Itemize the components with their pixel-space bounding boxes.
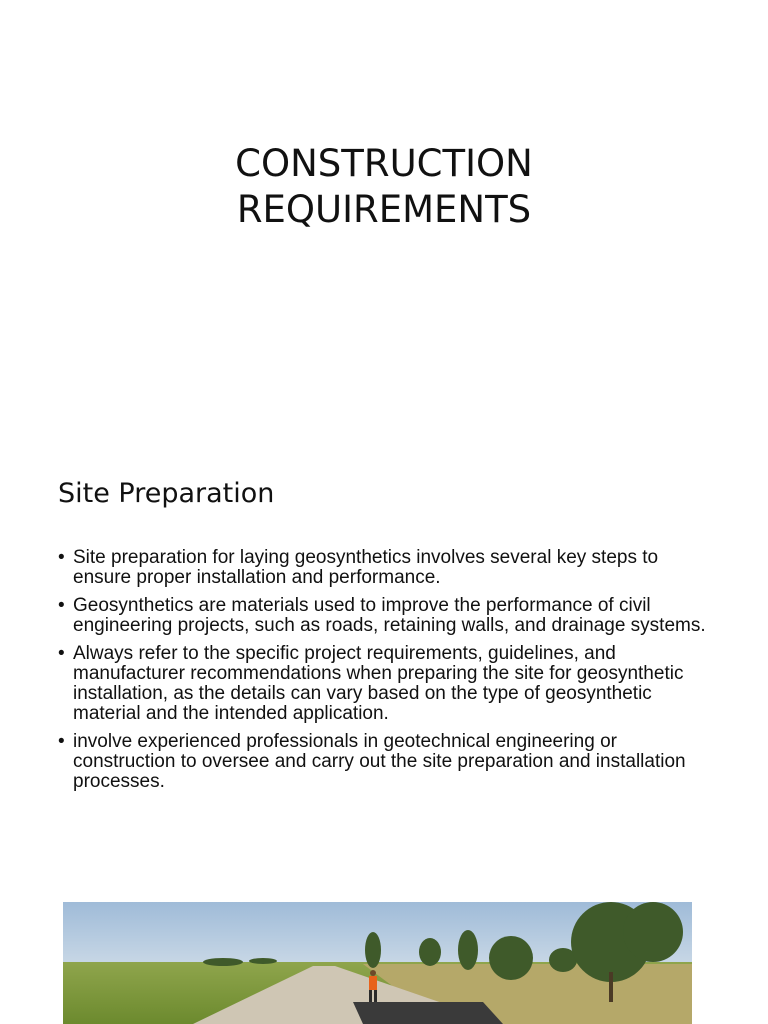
geotextile-roll <box>353 1002 503 1024</box>
slide-title-line-2: REQUIREMENTS <box>236 187 532 231</box>
section-heading: Site Preparation <box>58 478 275 509</box>
worker <box>369 976 377 990</box>
bullet-item: • involve experienced professionals in geotechnical engineering or construction to oversee and carry out the site preparation and installation processes. <box>58 732 718 792</box>
site-photo <box>63 902 692 1024</box>
bullet-item: • Site preparation for laying geosynthetics involves several key steps to ensure proper installation and performance. <box>58 548 718 588</box>
worker-head <box>370 970 376 976</box>
slide-title <box>0 141 768 233</box>
bullet-list <box>58 548 718 800</box>
bullet-item: • Geosynthetics are materials used to improve the performance of civil engineering projects, such as roads, retaining walls, and drainage systems. <box>58 596 718 636</box>
title-slide <box>0 0 768 450</box>
bullet-item: • Always refer to the specific project requirements, guidelines, and manufacturer recommendations when preparing the site for geosynthetic installation, as the details can vary based on the type of geosynthetic material and the intended application. <box>58 644 718 724</box>
slide-title-line-1: CONSTRUCTION <box>235 141 533 185</box>
